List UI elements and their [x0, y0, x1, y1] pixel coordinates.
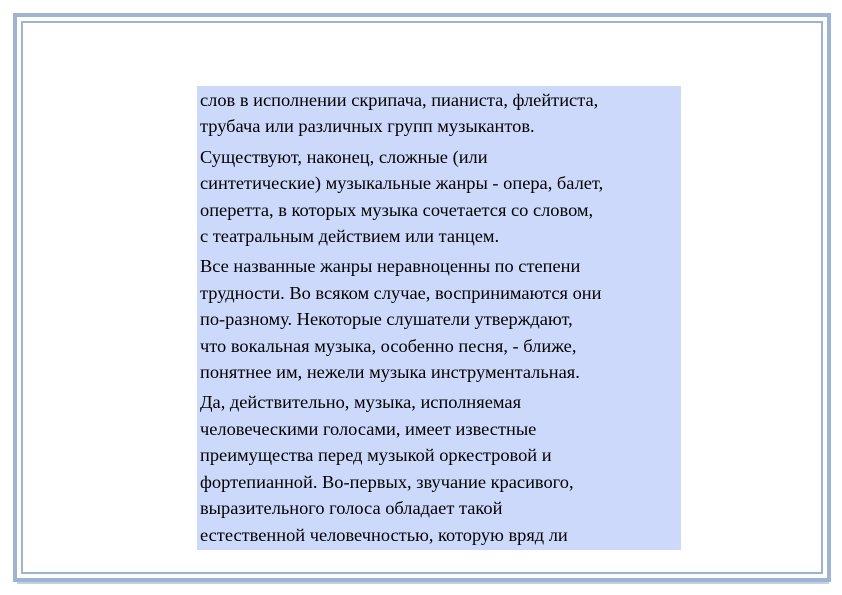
text-box — [197, 86, 681, 550]
text-line: с театральным действием или танцем. — [200, 226, 500, 247]
text-line: трудности. Во всяком случае, воспринимаются они — [200, 282, 602, 303]
paragraph-4 — [200, 389, 679, 547]
text-line: оперетта, в которых музыка сочетается со словом, — [200, 199, 594, 220]
text-line: что вокальная музыка, особенно песня, - ближе, — [200, 335, 577, 356]
paragraph-2 — [200, 144, 679, 250]
text-line: трубача или различных групп музыкантов. — [200, 116, 535, 137]
text-line: синтетические) музыкальные жанры - опера, балет, — [200, 173, 604, 194]
paragraph-3 — [200, 253, 679, 385]
text-line: слов в исполнении скрипача, пианиста, флейтиста, — [200, 90, 599, 110]
paragraph-1 — [200, 87, 679, 140]
text-line: человеческими голосами, имеет известные — [200, 418, 537, 439]
text-line: Да, действительно, музыка, исполняемая — [200, 392, 522, 413]
text-line: Все названные жанры неравноценны по степени — [200, 256, 581, 277]
text-line: фортепианной. Во-первых, звучание красивого, — [200, 471, 574, 492]
text-line: Существуют, наконец, сложные (или — [200, 146, 488, 167]
text-line: понятнее им, нежели музыка инструментальная. — [200, 362, 580, 383]
text-line: преимущества перед музыкой оркестровой и — [200, 445, 552, 466]
text-line: выразительного голоса обладает такой — [200, 498, 503, 519]
text-line: естественной человечностью, которую вряд ли — [200, 524, 568, 545]
text-line: по-разному. Некоторые слушатели утверждают, — [200, 309, 573, 330]
